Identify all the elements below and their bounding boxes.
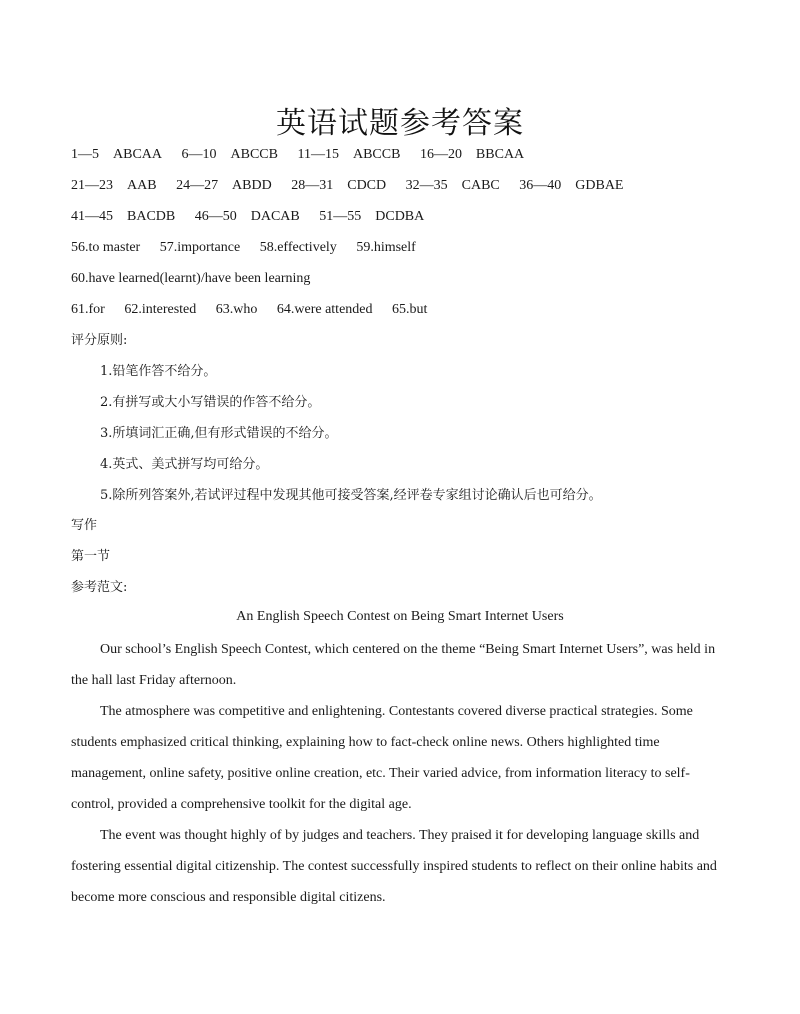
- answer-item: 56.to master: [71, 240, 141, 255]
- grading-rule: 3.所填词汇正确,但有形式错误的不给分。: [100, 426, 338, 441]
- answer-group: 28—31 CDCD: [291, 178, 387, 193]
- answer-item: 62.interested: [124, 302, 197, 317]
- section-heading: 第一节: [71, 549, 111, 564]
- writing-heading: 写作: [71, 518, 98, 533]
- essay-paragraph: The atmosphere was competitive and enlightening. Contestants covered diverse practical strategies. Some students emphasized critical thinking, explaining how to fact-check online news. Others highlighted time management, online safety, positive online creation, etc. Their varied advice, from information literacy to self-control, provided a comprehensive toolkit for the digital age.: [71, 704, 693, 812]
- answer-group: 6—10 ABCCB: [181, 147, 278, 162]
- answer-group: 11—15 ABCCB: [297, 147, 401, 162]
- answer-item: 64.were attended: [276, 302, 373, 317]
- answer-group: 16—20 BBCAA: [419, 147, 525, 162]
- answers-row-2: [71, 177, 624, 195]
- answers-row-1: [71, 146, 524, 164]
- answer-group: 51—55 DCDBA: [319, 209, 425, 224]
- answers-row-6: [71, 301, 427, 319]
- answer-item: 60.have learned(learnt)/have been learning: [71, 271, 311, 286]
- answer-item: 57.importance: [159, 240, 241, 255]
- grading-rule: 1.铅笔作答不给分。: [100, 364, 217, 379]
- answer-item: 65.but: [392, 302, 428, 317]
- answers-row-5: [71, 270, 310, 288]
- answers-row-3: [71, 208, 424, 226]
- answer-group: 36—40 GDBAE: [519, 178, 624, 193]
- answer-group: 41—45 BACDB: [71, 209, 176, 224]
- answer-item: 59.himself: [356, 240, 416, 255]
- answer-group: 21—23 AAB: [71, 178, 157, 193]
- answer-group: 32—35 CABC: [405, 178, 500, 193]
- grading-rule: 2.有拼写或大小写错误的作答不给分。: [100, 395, 321, 410]
- sample-essay-label: 参考范文:: [71, 580, 128, 595]
- grading-rule: 4.英式、美式拼写均可给分。: [100, 457, 269, 472]
- essay-title: An English Speech Contest on Being Smart Internet Users: [236, 609, 564, 624]
- grading-heading: 评分原则:: [71, 333, 128, 348]
- answer-item: 63.who: [215, 302, 258, 317]
- essay-paragraph: The event was thought highly of by judges and teachers. They praised it for developing language skills and fostering essential digital citizenship. The contest successfully inspired students to reflect on their online habits and become more conscious and responsible digital citizens.: [71, 828, 717, 905]
- grading-rule: 5.除所列答案外,若试评过程中发现其他可接受答案,经评卷专家组讨论确认后也可给分。: [100, 488, 602, 503]
- answer-item: 58.effectively: [259, 240, 337, 255]
- page-title: 英语试题参考答案: [276, 106, 524, 141]
- answers-row-4: [71, 239, 416, 257]
- answer-item: 61.for: [71, 302, 105, 317]
- answer-group: 24—27 ABDD: [176, 178, 272, 193]
- answer-group: 46—50 DACAB: [194, 209, 300, 224]
- answer-group: 1—5 ABCAA: [71, 147, 163, 162]
- essay-paragraph: Our school’s English Speech Contest, which centered on the theme “Being Smart Internet Users”, was held in the hall last Friday afternoon.: [71, 642, 716, 688]
